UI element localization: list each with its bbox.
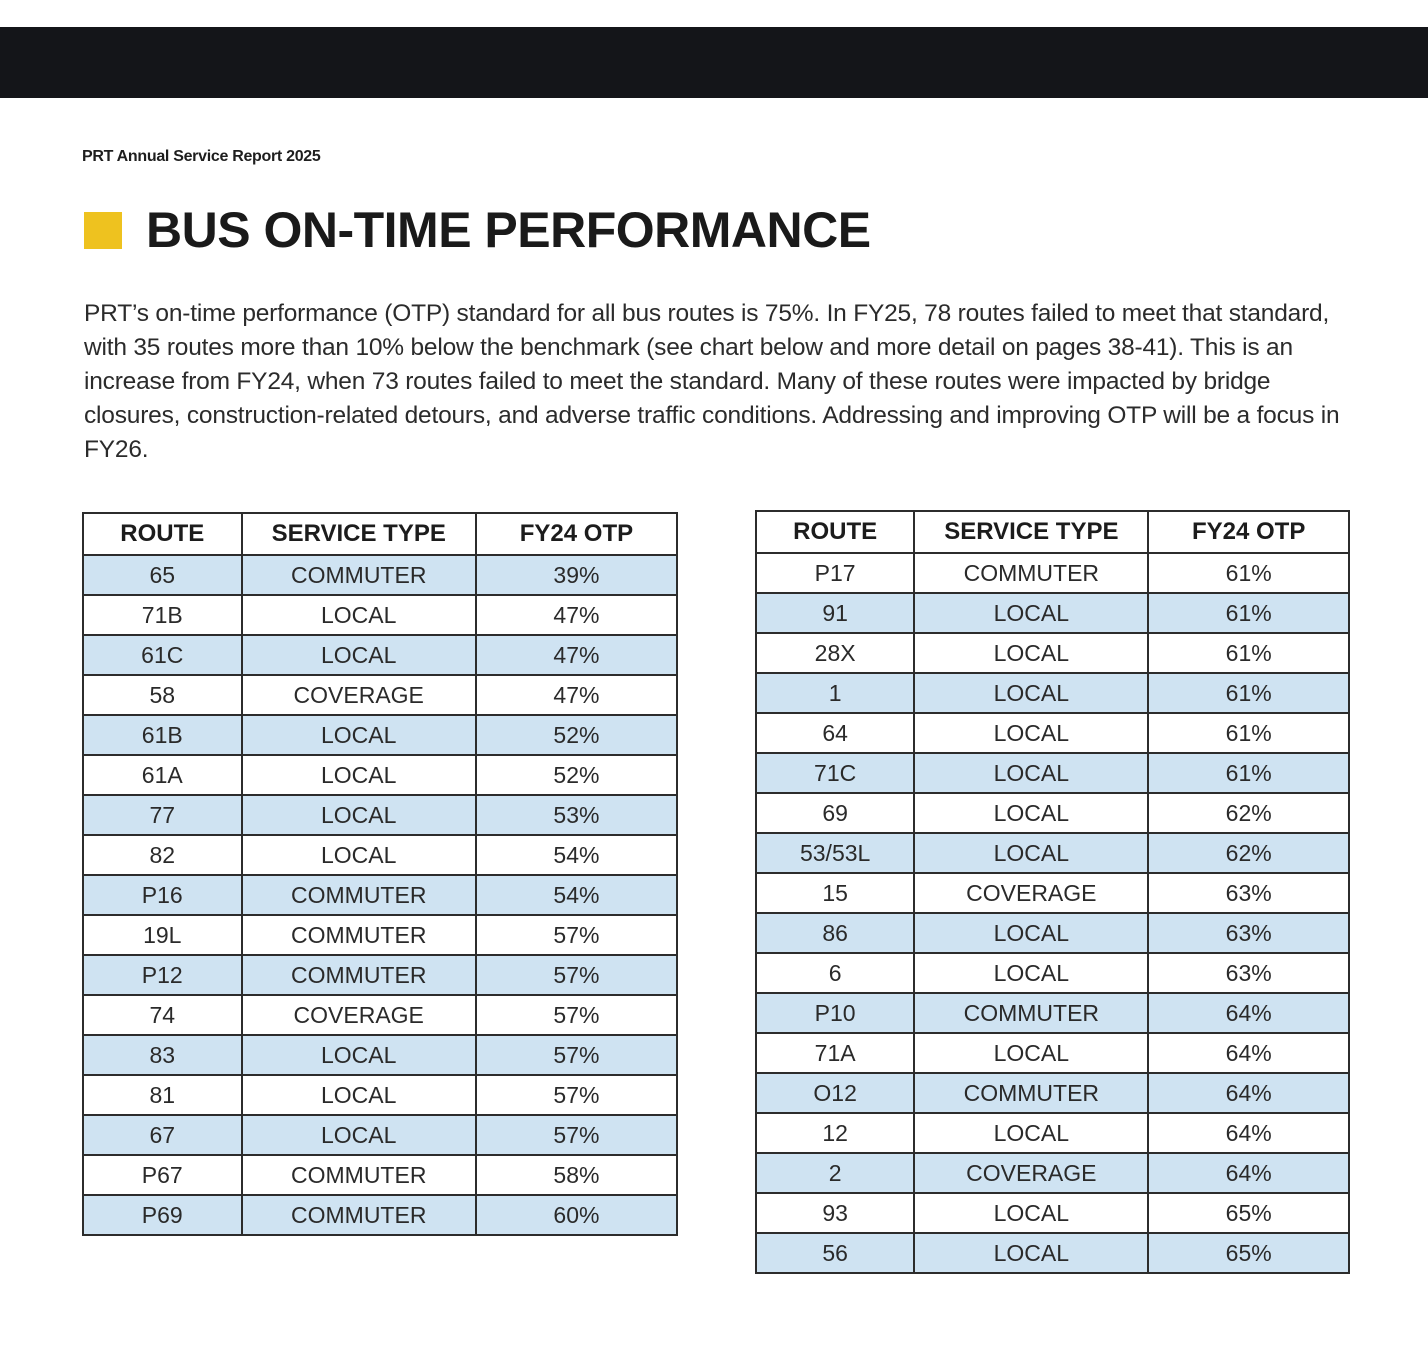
otp-cell: 54% — [476, 875, 677, 915]
otp-cell: 61% — [1148, 553, 1349, 593]
route-cell: 61A — [83, 755, 242, 795]
service-type-cell: COVERAGE — [242, 675, 476, 715]
route-cell: O12 — [756, 1073, 914, 1113]
table-row — [756, 793, 1349, 833]
route-cell: 61B — [83, 715, 242, 755]
otp-cell: 52% — [476, 715, 677, 755]
table-header-row — [83, 513, 677, 555]
route-cell: 6 — [756, 953, 914, 993]
service-type-cell: LOCAL — [914, 593, 1148, 633]
route-cell: 93 — [756, 1193, 914, 1233]
otp-cell: 58% — [476, 1155, 677, 1195]
otp-cell: 63% — [1148, 953, 1349, 993]
table-row — [83, 755, 677, 795]
service-type-cell: LOCAL — [242, 1035, 476, 1075]
route-cell: 2 — [756, 1153, 914, 1193]
service-type-cell: LOCAL — [914, 833, 1148, 873]
service-type-cell: LOCAL — [914, 953, 1148, 993]
service-type-cell: COVERAGE — [914, 1153, 1148, 1193]
table-row — [83, 555, 677, 595]
column-header-route: ROUTE — [756, 511, 914, 553]
intro-paragraph: PRT’s on-time performance (OTP) standard for all bus routes is 75%. In FY25, 78 routes failed to meet that standard, with 35 routes more than 10% below the benchmark (see chart below and more detail on pages 38-41). This is an increase from FY24, when 73 routes failed to meet the standard. Many of these routes were impacted by bridge closures, construction-related detours, and adverse traffic conditions. Addressing and improving OTP will be a focus in FY26. — [84, 300, 1340, 463]
otp-cell: 61% — [1148, 753, 1349, 793]
route-cell: P17 — [756, 553, 914, 593]
route-cell: P69 — [83, 1195, 242, 1235]
table-row — [83, 1155, 677, 1195]
route-cell: 81 — [83, 1075, 242, 1115]
table-row — [756, 753, 1349, 793]
route-cell: 86 — [756, 913, 914, 953]
otp-cell: 47% — [476, 675, 677, 715]
otp-cell: 61% — [1148, 673, 1349, 713]
service-type-cell: LOCAL — [914, 673, 1148, 713]
service-type-cell: LOCAL — [914, 1193, 1148, 1233]
service-type-cell: COMMUTER — [242, 875, 476, 915]
route-cell: P67 — [83, 1155, 242, 1195]
otp-cell: 54% — [476, 835, 677, 875]
table-row — [83, 595, 677, 635]
route-cell: 71B — [83, 595, 242, 635]
otp-cell: 61% — [1148, 633, 1349, 673]
otp-table-left — [82, 512, 678, 1236]
service-type-cell: COMMUTER — [242, 1195, 476, 1235]
otp-cell: 61% — [1148, 713, 1349, 753]
table-row — [756, 873, 1349, 913]
otp-cell: 47% — [476, 635, 677, 675]
table-body — [756, 553, 1349, 1273]
table-row — [83, 675, 677, 715]
table-row — [756, 993, 1349, 1033]
table-row — [756, 913, 1349, 953]
service-type-cell: COMMUTER — [914, 993, 1148, 1033]
otp-cell: 57% — [476, 1075, 677, 1115]
otp-cell: 64% — [1148, 993, 1349, 1033]
route-cell: 15 — [756, 873, 914, 913]
table-row — [756, 633, 1349, 673]
service-type-cell: LOCAL — [242, 715, 476, 755]
service-type-cell: LOCAL — [242, 835, 476, 875]
service-type-cell: LOCAL — [914, 753, 1148, 793]
route-cell: 58 — [83, 675, 242, 715]
otp-cell: 53% — [476, 795, 677, 835]
page-title: BUS ON-TIME PERFORMANCE — [146, 202, 871, 258]
otp-cell: 63% — [1148, 913, 1349, 953]
otp-cell: 47% — [476, 595, 677, 635]
column-header-service-type: SERVICE TYPE — [914, 511, 1148, 553]
table-row — [756, 833, 1349, 873]
route-cell: 56 — [756, 1233, 914, 1273]
yellow-square-icon — [84, 212, 122, 249]
service-type-cell: COVERAGE — [914, 873, 1148, 913]
otp-cell: 62% — [1148, 833, 1349, 873]
otp-cell: 61% — [1148, 593, 1349, 633]
table-row — [756, 673, 1349, 713]
route-cell: 74 — [83, 995, 242, 1035]
table-row — [83, 1115, 677, 1155]
table-row — [756, 1113, 1349, 1153]
otp-cell: 39% — [476, 555, 677, 595]
route-cell: P12 — [83, 955, 242, 995]
route-cell: 77 — [83, 795, 242, 835]
otp-cell: 65% — [1148, 1233, 1349, 1273]
otp-cell: 52% — [476, 755, 677, 795]
otp-cell: 64% — [1148, 1153, 1349, 1193]
table-row — [83, 835, 677, 875]
otp-cell: 60% — [476, 1195, 677, 1235]
top-banner-bar — [0, 27, 1428, 98]
service-type-cell: LOCAL — [242, 595, 476, 635]
service-type-cell: COMMUTER — [242, 915, 476, 955]
service-type-cell: LOCAL — [242, 755, 476, 795]
otp-cell: 63% — [1148, 873, 1349, 913]
service-type-cell: COMMUTER — [242, 1155, 476, 1195]
table-body — [83, 555, 677, 1235]
table-row — [83, 795, 677, 835]
route-cell: 65 — [83, 555, 242, 595]
service-type-cell: LOCAL — [914, 633, 1148, 673]
column-header-service-type: SERVICE TYPE — [242, 513, 476, 555]
otp-cell: 57% — [476, 995, 677, 1035]
service-type-cell: LOCAL — [914, 793, 1148, 833]
table-row — [756, 1073, 1349, 1113]
route-cell: 1 — [756, 673, 914, 713]
table-row — [756, 1193, 1349, 1233]
table-row — [756, 593, 1349, 633]
service-type-cell: COMMUTER — [914, 553, 1148, 593]
column-header-otp: FY24 OTP — [1148, 511, 1349, 553]
service-type-cell: LOCAL — [914, 1113, 1148, 1153]
route-cell: 83 — [83, 1035, 242, 1075]
service-type-cell: COMMUTER — [242, 555, 476, 595]
table-row — [83, 1195, 677, 1235]
service-type-cell: COVERAGE — [242, 995, 476, 1035]
otp-cell: 57% — [476, 915, 677, 955]
table-row — [756, 1233, 1349, 1273]
service-type-cell: LOCAL — [914, 1233, 1148, 1273]
table-row — [756, 553, 1349, 593]
service-type-cell: LOCAL — [242, 1075, 476, 1115]
otp-cell: 57% — [476, 1035, 677, 1075]
route-cell: P10 — [756, 993, 914, 1033]
section-heading — [84, 200, 871, 260]
table-row — [83, 635, 677, 675]
service-type-cell: LOCAL — [242, 795, 476, 835]
route-cell: 64 — [756, 713, 914, 753]
route-cell: 71A — [756, 1033, 914, 1073]
route-cell: 53/53L — [756, 833, 914, 873]
otp-cell: 57% — [476, 955, 677, 995]
table-row — [756, 1033, 1349, 1073]
route-cell: 69 — [756, 793, 914, 833]
table-row — [83, 955, 677, 995]
route-cell: P16 — [83, 875, 242, 915]
service-type-cell: COMMUTER — [914, 1073, 1148, 1113]
route-cell: 67 — [83, 1115, 242, 1155]
service-type-cell: LOCAL — [914, 713, 1148, 753]
table-row — [83, 715, 677, 755]
route-cell: 71C — [756, 753, 914, 793]
table-row — [83, 915, 677, 955]
service-type-cell: LOCAL — [914, 913, 1148, 953]
table-row — [83, 1075, 677, 1115]
route-cell: 28X — [756, 633, 914, 673]
service-type-cell: COMMUTER — [242, 955, 476, 995]
otp-cell: 62% — [1148, 793, 1349, 833]
report-label: PRT Annual Service Report 2025 — [82, 148, 321, 165]
column-header-route: ROUTE — [83, 513, 242, 555]
otp-table-right — [755, 510, 1350, 1274]
route-cell: 91 — [756, 593, 914, 633]
service-type-cell: LOCAL — [914, 1033, 1148, 1073]
otp-cell: 64% — [1148, 1033, 1349, 1073]
service-type-cell: LOCAL — [242, 635, 476, 675]
route-cell: 82 — [83, 835, 242, 875]
otp-cell: 64% — [1148, 1113, 1349, 1153]
table-row — [83, 995, 677, 1035]
table-row — [756, 953, 1349, 993]
table-row — [756, 713, 1349, 753]
route-cell: 19L — [83, 915, 242, 955]
route-cell: 12 — [756, 1113, 914, 1153]
table-row — [83, 875, 677, 915]
otp-cell: 57% — [476, 1115, 677, 1155]
route-cell: 61C — [83, 635, 242, 675]
table-header-row — [756, 511, 1349, 553]
otp-cell: 64% — [1148, 1073, 1349, 1113]
table-row — [756, 1153, 1349, 1193]
service-type-cell: LOCAL — [242, 1115, 476, 1155]
otp-cell: 65% — [1148, 1193, 1349, 1233]
column-header-otp: FY24 OTP — [476, 513, 677, 555]
table-row — [83, 1035, 677, 1075]
